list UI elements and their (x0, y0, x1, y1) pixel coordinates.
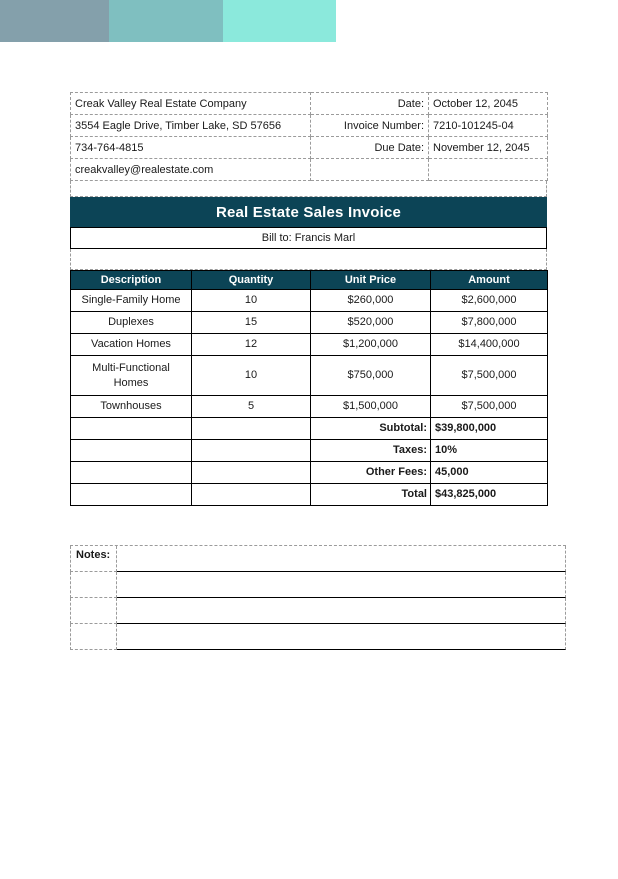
empty-meta-value (429, 159, 548, 181)
total-label: Total (311, 484, 431, 506)
item-unit-price: $520,000 (311, 312, 431, 334)
date-label: Date: (311, 93, 429, 115)
column-header-amount: Amount (431, 271, 548, 290)
company-info-table (70, 92, 548, 181)
total-row (71, 484, 548, 506)
company-email: creakvalley@realestate.com (71, 159, 311, 181)
total-value: $43,825,000 (431, 484, 548, 506)
item-description: Duplexes (71, 312, 192, 334)
color-block-mint (223, 0, 336, 42)
empty-meta-label (311, 159, 429, 181)
notes-line (117, 598, 566, 624)
item-quantity: 5 (192, 396, 311, 418)
notes-line (117, 546, 566, 572)
notes-line (117, 624, 566, 650)
empty-cell (192, 462, 311, 484)
company-phone: 734-764-4815 (71, 137, 311, 159)
item-amount: $7,800,000 (431, 312, 548, 334)
company-name: Creak Valley Real Estate Company (71, 93, 311, 115)
item-unit-price: $1,200,000 (311, 334, 431, 356)
empty-cell (71, 484, 192, 506)
page-title: Real Estate Sales Invoice (215, 203, 402, 221)
color-block-slate (0, 0, 109, 42)
items-table (70, 270, 548, 506)
other-fees-value: 45,000 (431, 462, 548, 484)
empty-cell (71, 462, 192, 484)
item-quantity: 10 (192, 356, 311, 396)
column-header-description: Description (71, 271, 192, 290)
table-row (71, 93, 548, 115)
notes-label: Notes: (70, 546, 117, 572)
item-amount: $2,600,000 (431, 290, 548, 312)
empty-cell (71, 418, 192, 440)
column-header-quantity: Quantity (192, 271, 311, 290)
item-unit-price: $750,000 (311, 356, 431, 396)
table-row (71, 115, 548, 137)
company-address: 3554 Eagle Drive, Timber Lake, SD 57656 (71, 115, 311, 137)
spacer-row (70, 249, 547, 270)
taxes-value: 10% (431, 440, 548, 462)
spacer-row (70, 181, 547, 197)
table-row (71, 396, 548, 418)
color-block-teal (109, 0, 223, 42)
item-description: Multi-Functional Homes (71, 356, 192, 396)
due-date-label: Due Date: (311, 137, 429, 159)
invoice-title-bar (70, 197, 547, 227)
other-fees-label: Other Fees: (311, 462, 431, 484)
subtotal-value: $39,800,000 (431, 418, 548, 440)
empty-cell (192, 418, 311, 440)
spacer (70, 506, 547, 545)
items-header-row (71, 271, 548, 290)
bill-to-text: Bill to: Francis Marl (261, 232, 356, 244)
notes-label-spacer (70, 572, 117, 598)
item-quantity: 12 (192, 334, 311, 356)
notes-section (70, 545, 566, 650)
table-row (71, 137, 548, 159)
other-fees-row (71, 462, 548, 484)
notes-label-spacer (70, 598, 117, 624)
item-description: Single-Family Home (71, 290, 192, 312)
table-row (71, 290, 548, 312)
item-unit-price: $260,000 (311, 290, 431, 312)
invoice-number-value: 7210-101245-04 (429, 115, 548, 137)
bill-to-bar (70, 227, 547, 249)
column-header-unit-price: Unit Price (311, 271, 431, 290)
item-quantity: 15 (192, 312, 311, 334)
item-description: Vacation Homes (71, 334, 192, 356)
date-value: October 12, 2045 (429, 93, 548, 115)
item-amount: $7,500,000 (431, 356, 548, 396)
invoice-body (70, 92, 566, 650)
empty-cell (192, 440, 311, 462)
due-date-value: November 12, 2045 (429, 137, 548, 159)
table-row (71, 334, 548, 356)
item-unit-price: $1,500,000 (311, 396, 431, 418)
item-description: Townhouses (71, 396, 192, 418)
empty-cell (71, 440, 192, 462)
subtotal-label: Subtotal: (311, 418, 431, 440)
notes-line (117, 572, 566, 598)
notes-label-spacer (70, 624, 117, 650)
invoice-number-label: Invoice Number: (311, 115, 429, 137)
item-quantity: 10 (192, 290, 311, 312)
item-amount: $14,400,000 (431, 334, 548, 356)
top-color-bar (0, 0, 336, 42)
table-row (71, 312, 548, 334)
item-amount: $7,500,000 (431, 396, 548, 418)
table-row (71, 159, 548, 181)
subtotal-row (71, 418, 548, 440)
taxes-label: Taxes: (311, 440, 431, 462)
empty-cell (192, 484, 311, 506)
taxes-row (71, 440, 548, 462)
table-row (71, 356, 548, 396)
